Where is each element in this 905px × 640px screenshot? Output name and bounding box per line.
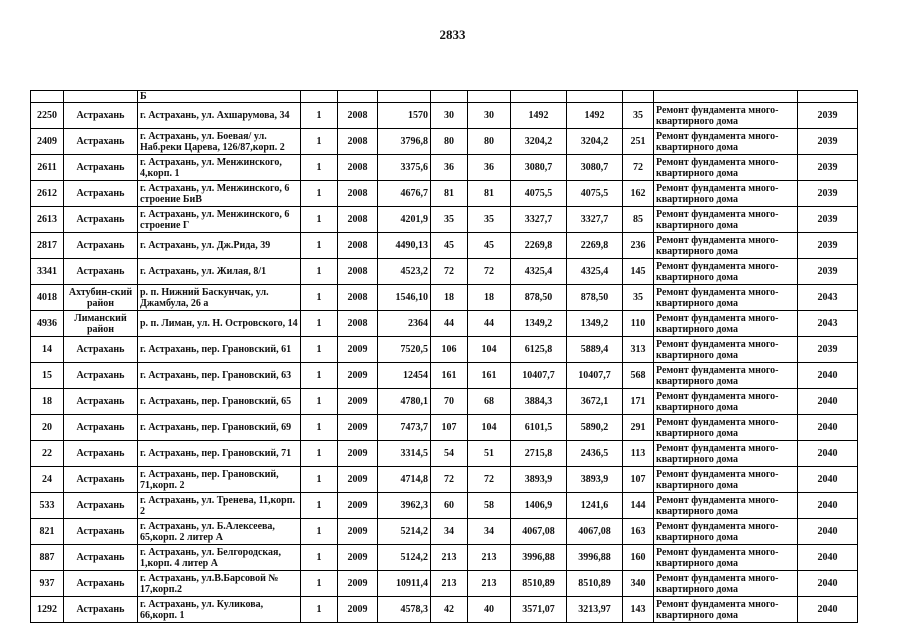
cell-work-type: Ремонт фундамента много-квартирного дома: [654, 389, 798, 415]
cell-district: Астрахань: [64, 233, 138, 259]
cell-value-8: 45: [468, 233, 511, 259]
cell-district: Астрахань: [64, 545, 138, 571]
cell-value-11: 162: [623, 181, 654, 207]
cell-value-11: 35: [623, 285, 654, 311]
table-row: [31, 363, 858, 389]
cell-address: г. Астрахань, пер. Грановский, 61: [138, 337, 301, 363]
cell-work-type: Ремонт фундамента много-квартирного дома: [654, 441, 798, 467]
cell-value-9: 4325,4: [511, 259, 567, 285]
cell-year: 2008: [338, 259, 378, 285]
cell-year: 2009: [338, 545, 378, 571]
cell-target-year: 2039: [798, 181, 858, 207]
cell-value-10: 5889,4: [567, 337, 623, 363]
cell-year: 2009: [338, 571, 378, 597]
cell-value-8: 68: [468, 389, 511, 415]
cell-value-9: 3080,7: [511, 155, 567, 181]
cell-target-year: 2039: [798, 129, 858, 155]
cell-year: 2008: [338, 129, 378, 155]
cell-total-area: 5124,2: [378, 545, 431, 571]
cell-district: Астрахань: [64, 155, 138, 181]
cell-address: г. Астрахань, ул. Боевая/ ул. Наб.реки Царева, 126/87,корп. 2: [138, 129, 301, 155]
cell-value-9: 3884,3: [511, 389, 567, 415]
cell-target-year: 2040: [798, 441, 858, 467]
cell-district: Астрахань: [64, 337, 138, 363]
cell-value-9: 878,50: [511, 285, 567, 311]
cell-value-9: 4075,5: [511, 181, 567, 207]
cell-value-9: 6125,8: [511, 337, 567, 363]
cell-value-7: 54: [431, 441, 468, 467]
cell-year: 2009: [338, 337, 378, 363]
table-row: [31, 519, 858, 545]
cell-target-year: 2040: [798, 571, 858, 597]
cell-value-10: 3213,97: [567, 597, 623, 623]
cell-value-11: 236: [623, 233, 654, 259]
cell-value-7: 72: [431, 259, 468, 285]
cell-district: Астрахань: [64, 519, 138, 545]
table-row: [31, 285, 858, 311]
cell-count: 1: [301, 493, 338, 519]
cell-target-year: 2040: [798, 415, 858, 441]
cell-house-id: 821: [31, 519, 64, 545]
cell-year: 2009: [338, 597, 378, 623]
cell-total-area: 3375,6: [378, 155, 431, 181]
cell-value-8: 51: [468, 441, 511, 467]
table-row: [31, 441, 858, 467]
cell-work-type: Ремонт фундамента много-квартирного дома: [654, 181, 798, 207]
cell-value-11: 143: [623, 597, 654, 623]
table-row: [31, 467, 858, 493]
cell-target-year: 2040: [798, 467, 858, 493]
header-cell: [338, 91, 378, 103]
cell-count: 1: [301, 233, 338, 259]
cell-value-8: 30: [468, 103, 511, 129]
cell-total-area: 2364: [378, 311, 431, 337]
cell-value-9: 3327,7: [511, 207, 567, 233]
cell-value-10: 878,50: [567, 285, 623, 311]
cell-total-area: 4523,2: [378, 259, 431, 285]
cell-target-year: 2043: [798, 285, 858, 311]
cell-address: г. Астрахань, пер. Грановский, 71,корп. 2: [138, 467, 301, 493]
cell-total-area: 1546,10: [378, 285, 431, 311]
cell-count: 1: [301, 285, 338, 311]
cell-district: Астрахань: [64, 129, 138, 155]
cell-work-type: Ремонт фундамента много-квартирного дома: [654, 415, 798, 441]
cell-value-8: 36: [468, 155, 511, 181]
cell-total-area: 4490,13: [378, 233, 431, 259]
cell-value-10: 2436,5: [567, 441, 623, 467]
cell-value-11: 163: [623, 519, 654, 545]
cell-house-id: 18: [31, 389, 64, 415]
header-cell: [798, 91, 858, 103]
cell-total-area: 1570: [378, 103, 431, 129]
cell-value-11: 144: [623, 493, 654, 519]
cell-value-8: 104: [468, 337, 511, 363]
cell-value-7: 72: [431, 467, 468, 493]
cell-value-8: 72: [468, 259, 511, 285]
cell-house-id: 2611: [31, 155, 64, 181]
cell-total-area: 4676,7: [378, 181, 431, 207]
table-header-fragment: [31, 91, 858, 103]
cell-address: г. Астрахань, ул. Жилая, 8/1: [138, 259, 301, 285]
cell-house-id: 937: [31, 571, 64, 597]
header-cell: [378, 91, 431, 103]
cell-target-year: 2039: [798, 207, 858, 233]
cell-target-year: 2039: [798, 155, 858, 181]
cell-count: 1: [301, 441, 338, 467]
cell-value-8: 104: [468, 415, 511, 441]
cell-address: г. Астрахань, ул. Дж.Рида, 39: [138, 233, 301, 259]
cell-work-type: Ремонт фундамента много-квартирного дома: [654, 129, 798, 155]
cell-year: 2008: [338, 155, 378, 181]
cell-house-id: 15: [31, 363, 64, 389]
cell-year: 2009: [338, 389, 378, 415]
cell-value-10: 4075,5: [567, 181, 623, 207]
cell-value-9: 2715,8: [511, 441, 567, 467]
cell-target-year: 2040: [798, 493, 858, 519]
cell-value-11: 107: [623, 467, 654, 493]
cell-value-10: 4067,08: [567, 519, 623, 545]
cell-value-11: 145: [623, 259, 654, 285]
cell-work-type: Ремонт фундамента много-квартирного дома: [654, 233, 798, 259]
cell-value-7: 107: [431, 415, 468, 441]
table-row: [31, 103, 858, 129]
cell-value-7: 18: [431, 285, 468, 311]
cell-count: 1: [301, 337, 338, 363]
header-cell: [654, 91, 798, 103]
cell-value-10: 8510,89: [567, 571, 623, 597]
cell-value-9: 3996,88: [511, 545, 567, 571]
cell-work-type: Ремонт фундамента много-квартирного дома: [654, 337, 798, 363]
cell-count: 1: [301, 571, 338, 597]
cell-value-7: 213: [431, 545, 468, 571]
cell-value-9: 1349,2: [511, 311, 567, 337]
cell-value-10: 3996,88: [567, 545, 623, 571]
cell-year: 2009: [338, 493, 378, 519]
cell-value-7: 106: [431, 337, 468, 363]
cell-year: 2009: [338, 363, 378, 389]
table-row: [31, 311, 858, 337]
cell-year: 2008: [338, 311, 378, 337]
cell-address: г. Астрахань, ул. Менжинского, 4,корп. 1: [138, 155, 301, 181]
cell-year: 2008: [338, 181, 378, 207]
cell-work-type: Ремонт фундамента много-квартирного дома: [654, 259, 798, 285]
cell-count: 1: [301, 155, 338, 181]
cell-house-id: 24: [31, 467, 64, 493]
cell-value-8: 44: [468, 311, 511, 337]
header-cell: [431, 91, 468, 103]
cell-district: Лиманский район: [64, 311, 138, 337]
cell-work-type: Ремонт фундамента много-квартирного дома: [654, 545, 798, 571]
cell-target-year: 2040: [798, 389, 858, 415]
cell-work-type: Ремонт фундамента много-квартирного дома: [654, 363, 798, 389]
cell-work-type: Ремонт фундамента много-квартирного дома: [654, 285, 798, 311]
header-cell: Б: [138, 91, 301, 103]
cell-value-9: 1406,9: [511, 493, 567, 519]
header-cell: [567, 91, 623, 103]
cell-count: 1: [301, 259, 338, 285]
cell-value-11: 160: [623, 545, 654, 571]
cell-address: г. Астрахань, ул. Тренева, 11,корп. 2: [138, 493, 301, 519]
cell-district: Астрахань: [64, 597, 138, 623]
cell-year: 2008: [338, 103, 378, 129]
cell-year: 2009: [338, 415, 378, 441]
cell-value-7: 80: [431, 129, 468, 155]
cell-work-type: Ремонт фундамента много-квартирного дома: [654, 493, 798, 519]
cell-house-id: 533: [31, 493, 64, 519]
cell-value-11: 313: [623, 337, 654, 363]
cell-address: г. Астрахань, ул.В.Барсовой № 17,корп.2: [138, 571, 301, 597]
cell-district: Астрахань: [64, 363, 138, 389]
cell-value-7: 44: [431, 311, 468, 337]
cell-target-year: 2043: [798, 311, 858, 337]
cell-value-9: 10407,7: [511, 363, 567, 389]
cell-year: 2008: [338, 233, 378, 259]
page-number: 2833: [439, 27, 466, 42]
cell-house-id: 20: [31, 415, 64, 441]
cell-count: 1: [301, 103, 338, 129]
cell-address: р. п. Нижний Баскунчак, ул. Джамбула, 26 а: [138, 285, 301, 311]
cell-target-year: 2040: [798, 519, 858, 545]
cell-value-10: 5890,2: [567, 415, 623, 441]
cell-value-11: 291: [623, 415, 654, 441]
table-row: [31, 545, 858, 571]
cell-year: 2009: [338, 467, 378, 493]
cell-count: 1: [301, 467, 338, 493]
cell-house-id: 2613: [31, 207, 64, 233]
header-cell: [511, 91, 567, 103]
cell-value-11: 251: [623, 129, 654, 155]
cell-value-7: 60: [431, 493, 468, 519]
header-cell: [31, 91, 64, 103]
cell-value-8: 35: [468, 207, 511, 233]
cell-address: г. Астрахань, ул. Менжинского, 6 строение БиВ: [138, 181, 301, 207]
cell-address: г. Астрахань, пер. Грановский, 71: [138, 441, 301, 467]
cell-count: 1: [301, 181, 338, 207]
cell-district: Астрахань: [64, 415, 138, 441]
cell-count: 1: [301, 389, 338, 415]
cell-address: р. п. Лиман, ул. Н. Островского, 14: [138, 311, 301, 337]
table-row: [31, 259, 858, 285]
cell-value-7: 30: [431, 103, 468, 129]
cell-house-id: 4018: [31, 285, 64, 311]
header-cell: [64, 91, 138, 103]
cell-value-8: 80: [468, 129, 511, 155]
cell-house-id: 2250: [31, 103, 64, 129]
cell-total-area: 4780,1: [378, 389, 431, 415]
cell-value-9: 4067,08: [511, 519, 567, 545]
cell-value-10: 1349,2: [567, 311, 623, 337]
cell-district: Астрахань: [64, 467, 138, 493]
cell-work-type: Ремонт фундамента много-квартирного дома: [654, 519, 798, 545]
cell-year: 2008: [338, 207, 378, 233]
cell-value-9: 1492: [511, 103, 567, 129]
cell-value-7: 34: [431, 519, 468, 545]
cell-house-id: 4936: [31, 311, 64, 337]
cell-target-year: 2040: [798, 597, 858, 623]
cell-target-year: 2039: [798, 337, 858, 363]
cell-value-8: 18: [468, 285, 511, 311]
cell-total-area: 4578,3: [378, 597, 431, 623]
cell-address: г. Астрахань, пер. Грановский, 69: [138, 415, 301, 441]
cell-value-7: 161: [431, 363, 468, 389]
header-cell: [468, 91, 511, 103]
cell-house-id: 1292: [31, 597, 64, 623]
cell-value-9: 3893,9: [511, 467, 567, 493]
cell-work-type: Ремонт фундамента много-квартирного дома: [654, 311, 798, 337]
cell-value-7: 70: [431, 389, 468, 415]
table-row: [31, 155, 858, 181]
table-row: [31, 571, 858, 597]
cell-count: 1: [301, 415, 338, 441]
cell-value-8: 81: [468, 181, 511, 207]
table-row: [31, 181, 858, 207]
cell-value-10: 2269,8: [567, 233, 623, 259]
cell-count: 1: [301, 363, 338, 389]
cell-work-type: Ремонт фундамента много-квартирного дома: [654, 467, 798, 493]
cell-total-area: 3796,8: [378, 129, 431, 155]
cell-value-10: 10407,7: [567, 363, 623, 389]
cell-district: Астрахань: [64, 181, 138, 207]
cell-value-8: 72: [468, 467, 511, 493]
cell-value-7: 35: [431, 207, 468, 233]
cell-value-11: 171: [623, 389, 654, 415]
cell-value-9: 2269,8: [511, 233, 567, 259]
cell-district: Астрахань: [64, 103, 138, 129]
header-cell: [301, 91, 338, 103]
cell-value-8: 40: [468, 597, 511, 623]
cell-target-year: 2040: [798, 545, 858, 571]
table-row: [31, 493, 858, 519]
cell-value-7: 36: [431, 155, 468, 181]
cell-district: Астрахань: [64, 571, 138, 597]
cell-value-10: 3204,2: [567, 129, 623, 155]
cell-target-year: 2039: [798, 103, 858, 129]
cell-total-area: 7520,5: [378, 337, 431, 363]
cell-year: 2009: [338, 519, 378, 545]
cell-value-11: 72: [623, 155, 654, 181]
cell-address: г. Астрахань, ул. Менжинского, 6 строение Г: [138, 207, 301, 233]
cell-count: 1: [301, 545, 338, 571]
cell-count: 1: [301, 519, 338, 545]
table-row: [31, 233, 858, 259]
cell-count: 1: [301, 597, 338, 623]
cell-district: Астрахань: [64, 493, 138, 519]
cell-value-8: 161: [468, 363, 511, 389]
cell-value-7: 45: [431, 233, 468, 259]
cell-value-11: 110: [623, 311, 654, 337]
cell-work-type: Ремонт фундамента много-квартирного дома: [654, 207, 798, 233]
cell-target-year: 2039: [798, 259, 858, 285]
cell-total-area: 10911,4: [378, 571, 431, 597]
cell-house-id: 3341: [31, 259, 64, 285]
cell-district: Ахтубин-ский район: [64, 285, 138, 311]
table-row: [31, 415, 858, 441]
cell-total-area: 4714,8: [378, 467, 431, 493]
cell-house-id: 2612: [31, 181, 64, 207]
table-row: [31, 337, 858, 363]
cell-district: Астрахань: [64, 207, 138, 233]
cell-value-11: 35: [623, 103, 654, 129]
cell-value-9: 3204,2: [511, 129, 567, 155]
table-row: [31, 597, 858, 623]
cell-value-11: 113: [623, 441, 654, 467]
cell-address: г. Астрахань, ул. Б.Алексеева, 65,корп. 2 литер А: [138, 519, 301, 545]
cell-house-id: 2409: [31, 129, 64, 155]
cell-house-id: 887: [31, 545, 64, 571]
cell-value-9: 6101,5: [511, 415, 567, 441]
cell-value-8: 34: [468, 519, 511, 545]
cell-count: 1: [301, 207, 338, 233]
cell-value-11: 85: [623, 207, 654, 233]
cell-district: Астрахань: [64, 259, 138, 285]
cell-value-11: 340: [623, 571, 654, 597]
cell-value-7: 213: [431, 571, 468, 597]
cell-total-area: 7473,7: [378, 415, 431, 441]
cell-total-area: 5214,2: [378, 519, 431, 545]
cell-work-type: Ремонт фундамента много-квартирного дома: [654, 597, 798, 623]
cell-total-area: 12454: [378, 363, 431, 389]
cell-address: г. Астрахань, ул. Ахшарумова, 34: [138, 103, 301, 129]
cell-district: Астрахань: [64, 389, 138, 415]
header-cell: [623, 91, 654, 103]
table-row: [31, 129, 858, 155]
table-row: [31, 389, 858, 415]
cell-value-9: 3571,07: [511, 597, 567, 623]
cell-total-area: 3314,5: [378, 441, 431, 467]
cell-house-id: 2817: [31, 233, 64, 259]
cell-year: 2008: [338, 285, 378, 311]
cell-value-10: 3327,7: [567, 207, 623, 233]
cell-value-8: 213: [468, 545, 511, 571]
cell-work-type: Ремонт фундамента много-квартирного дома: [654, 103, 798, 129]
cell-work-type: Ремонт фундамента много-квартирного дома: [654, 571, 798, 597]
cell-count: 1: [301, 129, 338, 155]
cell-year: 2009: [338, 441, 378, 467]
cell-address: г. Астрахань, ул. Куликова, 66,корп. 1: [138, 597, 301, 623]
cell-work-type: Ремонт фундамента много-квартирного дома: [654, 155, 798, 181]
cell-value-10: 3893,9: [567, 467, 623, 493]
cell-target-year: 2039: [798, 233, 858, 259]
cell-house-id: 14: [31, 337, 64, 363]
cell-value-10: 4325,4: [567, 259, 623, 285]
cell-total-area: 4201,9: [378, 207, 431, 233]
cell-address: г. Астрахань, пер. Грановский, 63: [138, 363, 301, 389]
cell-address: г. Астрахань, пер. Грановский, 65: [138, 389, 301, 415]
cell-value-11: 568: [623, 363, 654, 389]
cell-address: г. Астрахань, ул. Белгородская, 1,корп. 4 литер А: [138, 545, 301, 571]
cell-house-id: 22: [31, 441, 64, 467]
cell-value-10: 3080,7: [567, 155, 623, 181]
housing-register-table: [30, 90, 858, 623]
cell-value-10: 3672,1: [567, 389, 623, 415]
cell-value-10: 1492: [567, 103, 623, 129]
cell-value-9: 8510,89: [511, 571, 567, 597]
cell-value-8: 58: [468, 493, 511, 519]
cell-count: 1: [301, 311, 338, 337]
cell-total-area: 3962,3: [378, 493, 431, 519]
table-row: [31, 207, 858, 233]
cell-value-7: 81: [431, 181, 468, 207]
cell-value-8: 213: [468, 571, 511, 597]
cell-value-7: 42: [431, 597, 468, 623]
cell-value-10: 1241,6: [567, 493, 623, 519]
cell-target-year: 2040: [798, 363, 858, 389]
cell-district: Астрахань: [64, 441, 138, 467]
